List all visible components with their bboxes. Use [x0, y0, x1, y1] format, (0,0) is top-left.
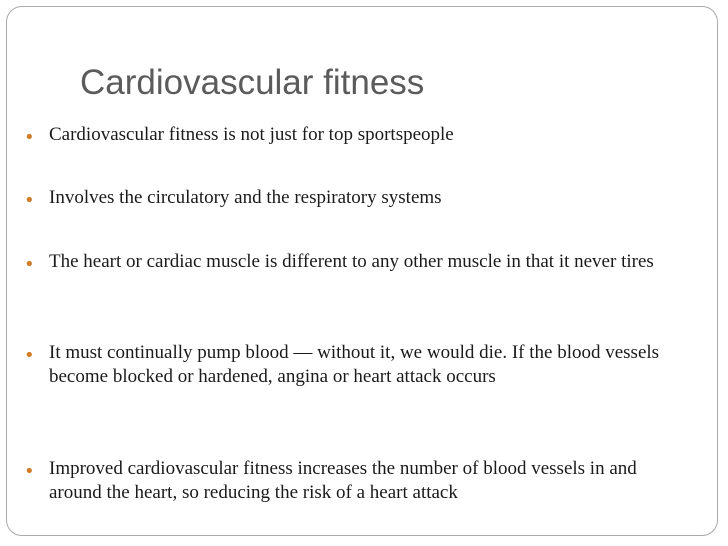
bullet-text: Cardiovascular fitness is not just for top sportspeople — [49, 124, 454, 145]
bullet-item — [24, 123, 694, 147]
bullet-dot-icon: • — [24, 190, 35, 211]
bullet-text: It must continually pump blood — without it, we would die. If the blood vessels become blocked or hardened, angina or heart attack occurs — [49, 342, 660, 387]
bullet-text: The heart or cardiac muscle is different to any other muscle in that it never tires — [49, 251, 654, 272]
bullet-item — [24, 457, 694, 505]
bullet-dot-icon: • — [24, 127, 35, 148]
bullet-item — [24, 186, 694, 210]
bullet-item — [24, 250, 694, 274]
bullet-dot-icon: • — [24, 461, 35, 482]
bullet-dot-icon: • — [24, 345, 35, 366]
bullet-item — [24, 341, 694, 389]
bullet-text: Improved cardiovascular fitness increases the number of blood vessels in and around the heart, so reducing the risk of a heart attack — [49, 458, 637, 503]
bullet-text: Involves the circulatory and the respiratory systems — [49, 187, 442, 208]
slide-title: Cardiovascular fitness — [80, 63, 425, 102]
bullet-dot-icon: • — [24, 254, 35, 275]
